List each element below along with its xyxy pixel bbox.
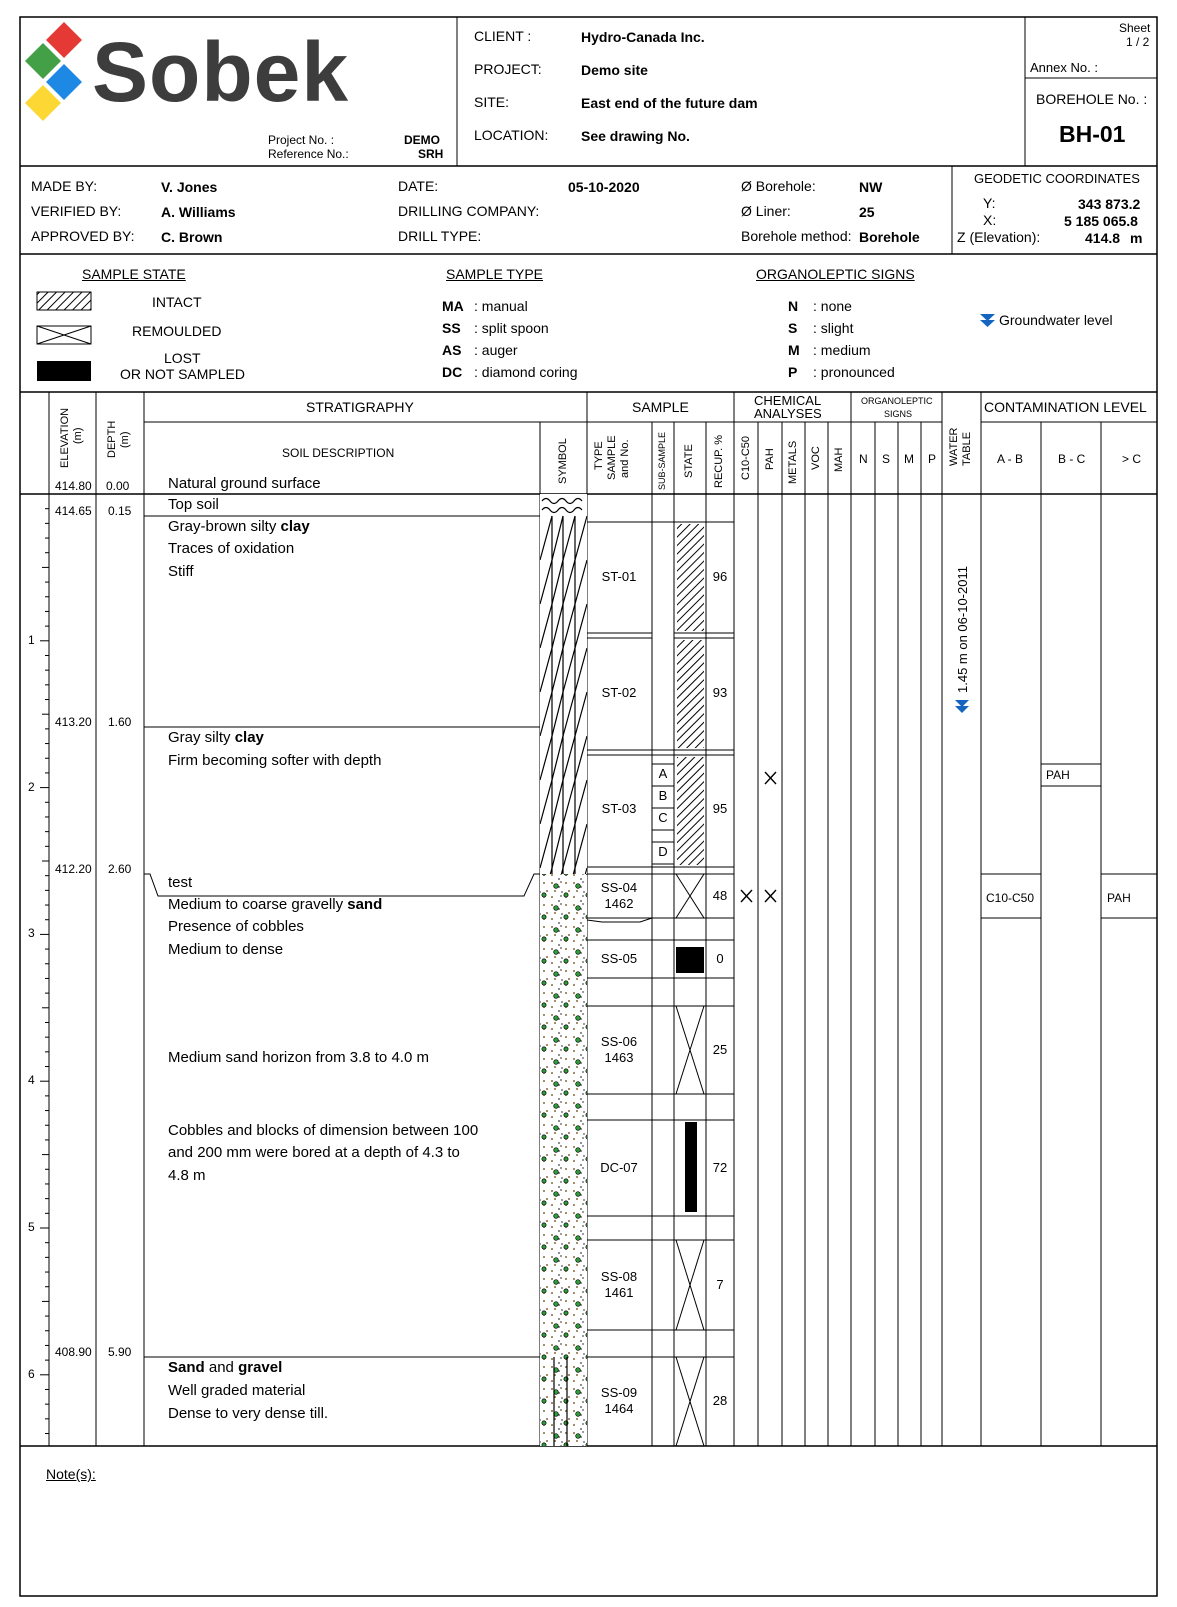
desc-text: and	[204, 1359, 239, 1376]
lost-swatch	[37, 361, 91, 381]
soil-description-header: SOIL DESCRIPTION	[282, 446, 395, 460]
sub-sample-label: B	[658, 788, 668, 803]
recup-header: RECUP. %	[713, 435, 725, 488]
reference-no-value: SRH	[418, 147, 444, 161]
coord-y-label: Y:	[983, 195, 996, 211]
contamination-header: CONTAMINATION LEVEL	[984, 399, 1147, 415]
sample-type-code: AS	[442, 342, 462, 358]
coord-x-value: 5 185 065.8	[1064, 213, 1138, 229]
notes-label: Note(s):	[46, 1466, 96, 1482]
depth-tick-label: 6	[28, 1366, 35, 1381]
state-lost	[676, 947, 704, 973]
desc-text: Gray silty	[168, 729, 235, 746]
state-intact	[677, 524, 704, 631]
groundwater-label: Groundwater level	[999, 312, 1113, 328]
sub-sample-label: D	[658, 844, 668, 859]
depth-tick-label: 2	[28, 779, 35, 794]
sign-m-header: M	[904, 452, 914, 466]
top-elevation: 414.80	[55, 479, 92, 493]
layer-depth: 2.60	[108, 862, 132, 876]
state-remoulded	[676, 874, 704, 918]
desc-layer1-title	[168, 518, 310, 535]
company-logo-text: Sobek	[92, 25, 350, 119]
voc-header: VOC	[810, 446, 822, 470]
project-value: Demo site	[581, 62, 648, 78]
sample-recup: 48	[712, 888, 728, 903]
method-value: Borehole	[859, 229, 920, 245]
layer-elevation: 414.65	[55, 504, 92, 518]
desc-text: Gray-brown silty	[168, 518, 281, 535]
stratigraphy-header: STRATIGRAPHY	[306, 399, 414, 415]
desc-layer2-title	[168, 729, 264, 746]
sign-desc: : slight	[813, 320, 854, 336]
chemical-header-2: ANALYSES	[754, 406, 822, 421]
verified-by-value: A. Williams	[161, 204, 236, 220]
sample-id: SS-08	[600, 1269, 638, 1284]
desc-line: Well graded material	[168, 1382, 306, 1399]
state-remoulded	[676, 1006, 704, 1094]
method-label: Borehole method:	[741, 228, 852, 244]
sample-id: SS-06	[600, 1034, 638, 1049]
lost-label: LOST	[164, 350, 201, 366]
type-header-2: SAMPLE	[606, 435, 618, 480]
water-level-icon	[955, 700, 969, 713]
sheet-value: 1 / 2	[1126, 35, 1150, 49]
desc-line: Dense to very dense till.	[168, 1405, 329, 1422]
desc-line: Presence of cobbles	[168, 918, 304, 935]
made-by-value: V. Jones	[161, 179, 218, 195]
organoleptic-header-1: ORGANOLEPTIC	[861, 396, 933, 406]
sample-id: SS-09	[600, 1385, 638, 1400]
site-value: East end of the future dam	[581, 95, 758, 111]
desc-line: 4.8 m	[168, 1167, 206, 1184]
sample-id: ST-02	[601, 685, 637, 700]
desc-line: Traces of oxidation	[168, 540, 295, 557]
state-remoulded	[676, 1240, 704, 1330]
sample-id: SS-05	[600, 951, 638, 966]
sample-lab-no: 1463	[604, 1050, 634, 1065]
sample-id: ST-03	[601, 801, 637, 816]
top-depth: 0.00	[106, 479, 130, 493]
contamination-ab-header: A - B	[997, 452, 1024, 466]
desc-bold: gravel	[238, 1359, 283, 1376]
desc-line: and 200 mm were bored at a depth of 4.3 to	[168, 1144, 460, 1161]
sign-code: M	[788, 342, 800, 358]
state-header: STATE	[683, 444, 695, 478]
sample-id: SS-04	[600, 880, 638, 895]
drill-type-label: DRILL TYPE:	[398, 228, 482, 244]
remoulded-swatch	[37, 326, 91, 344]
desc-line: Firm becoming softer with depth	[168, 752, 382, 769]
sample-type-desc: : auger	[474, 342, 518, 358]
sample-state-title: SAMPLE STATE	[82, 266, 186, 282]
not-sampled-label: OR NOT SAMPLED	[120, 366, 245, 382]
coord-z-label: Z (Elevation):	[957, 229, 1041, 245]
desc-layer4-title	[168, 1359, 282, 1376]
water-header-2: TABLE	[961, 431, 973, 466]
project-label: PROJECT:	[474, 61, 542, 77]
sand-symbol	[540, 874, 587, 1357]
clay-symbol	[540, 516, 587, 912]
date-label: DATE:	[398, 178, 439, 194]
layer-elevation: 412.20	[55, 862, 92, 876]
mah-header: MAH	[833, 447, 845, 472]
approved-by-label: APPROVED BY:	[31, 228, 135, 244]
sample-recup: 93	[712, 685, 728, 700]
made-by-label: MADE BY:	[31, 178, 98, 194]
sample-id: ST-01	[601, 569, 637, 584]
sheet-label: Sheet	[1119, 21, 1151, 35]
depth-unit: (m)	[119, 431, 131, 448]
c10c50-header: C10-C50	[740, 435, 752, 480]
depth-tick-label: 3	[28, 926, 35, 941]
intact-label: INTACT	[152, 294, 202, 310]
verified-by-label: VERIFIED BY:	[31, 203, 122, 219]
state-intact	[677, 757, 704, 865]
borehole-diameter-value: NW	[859, 179, 883, 195]
sample-id: DC-07	[600, 1160, 638, 1175]
layer-elevation: 408.90	[55, 1345, 92, 1359]
layer-depth: 0.15	[108, 504, 132, 518]
state-intact	[677, 640, 704, 748]
layer-elevation: 413.20	[55, 715, 92, 729]
desc-line: Medium sand horizon from 3.8 to 4.0 m	[168, 1049, 429, 1066]
liner-label: Ø Liner:	[741, 203, 791, 219]
ground-surface-text: Natural ground surface	[168, 475, 321, 492]
sample-type-code: DC	[442, 364, 463, 380]
logo-icon	[25, 22, 82, 121]
sample-recup: 25	[712, 1042, 728, 1057]
desc-top-soil: Top soil	[168, 496, 219, 513]
annex-label: Annex No. :	[1030, 60, 1098, 75]
location-label: LOCATION:	[474, 127, 549, 143]
project-no-label: Project No. :	[268, 133, 335, 147]
metals-header: METALS	[787, 440, 799, 484]
sample-lab-no: 1461	[604, 1285, 634, 1300]
location-value: See drawing No.	[581, 128, 690, 144]
date-value: 05-10-2020	[568, 179, 640, 195]
intact-swatch	[37, 292, 91, 310]
depth-header: DEPTH	[106, 420, 118, 458]
reference-no-label: Reference No.:	[268, 147, 349, 161]
desc-bold: clay	[280, 518, 310, 535]
sample-recup: 0	[716, 951, 724, 966]
contamination-bc-header: B - C	[1058, 452, 1086, 466]
sign-desc: : none	[813, 298, 852, 314]
sample-recup: 95	[712, 801, 728, 816]
desc-test: test	[168, 874, 193, 891]
borehole-no-label: BOREHOLE No. :	[1036, 91, 1148, 107]
sample-recup: 72	[712, 1160, 728, 1175]
coord-z-value: 414.8	[1085, 230, 1121, 246]
sample-lab-no: 1462	[604, 896, 634, 911]
layer-depth: 1.60	[108, 715, 132, 729]
type-header-1: TYPE	[593, 441, 605, 470]
sign-desc: : medium	[813, 342, 871, 358]
sign-desc: : pronounced	[813, 364, 895, 380]
symbol-header: SYMBOL	[557, 438, 569, 484]
state-lost	[685, 1122, 697, 1212]
remoulded-label: REMOULDED	[132, 323, 222, 339]
type-header-3: and No.	[619, 439, 631, 478]
sub-sample-label: C	[658, 810, 668, 825]
borehole-id: BH-01	[1059, 121, 1126, 147]
sample-type-desc: : split spoon	[474, 320, 549, 336]
geodetic-title: GEODETIC COORDINATES	[974, 171, 1140, 186]
layer-depth: 5.90	[108, 1345, 132, 1359]
sample-type-desc: : diamond coring	[474, 364, 578, 380]
chemical-header-1: CHEMICAL	[754, 393, 822, 408]
desc-layer3-title	[168, 896, 382, 913]
till-symbol	[540, 1357, 587, 1446]
sign-n-header: N	[859, 452, 868, 466]
sample-recup: 7	[716, 1277, 724, 1292]
sample-lab-no: 1464	[604, 1401, 634, 1416]
elevation-unit: (m)	[72, 427, 84, 444]
desc-text: Medium to coarse gravelly	[168, 896, 348, 913]
borehole-diameter-label: Ø Borehole:	[741, 178, 816, 194]
desc-bold: Sand	[168, 1359, 205, 1376]
coord-z-unit: m	[1130, 230, 1143, 246]
sample-type-desc: : manual	[474, 298, 528, 314]
water-header-1: WATER	[948, 427, 960, 466]
contamination-c10-ab: C10-C50	[986, 891, 1035, 905]
pah-header: PAH	[764, 448, 776, 470]
desc-line: Cobbles and blocks of dimension between 100	[168, 1122, 479, 1139]
organoleptic-header-2: SIGNS	[884, 409, 913, 419]
depth-tick-label: 5	[28, 1220, 35, 1234]
sample-type-title: SAMPLE TYPE	[446, 266, 544, 282]
desc-line: Medium to dense	[168, 941, 284, 958]
sign-code: N	[788, 298, 799, 314]
coord-y-value: 343 873.2	[1078, 196, 1141, 212]
client-value: Hydro-Canada Inc.	[581, 29, 705, 45]
contamination-gtc-header: > C	[1122, 452, 1142, 466]
depth-tick-label: 4	[28, 1073, 35, 1088]
desc-bold: clay	[234, 729, 264, 746]
coord-x-label: X:	[983, 212, 997, 228]
contamination-pah-bc: PAH	[1046, 768, 1070, 782]
sample-recup: 28	[712, 1393, 728, 1408]
sample-type-code: SS	[442, 320, 461, 336]
sign-code: P	[788, 364, 798, 380]
groundwater-icon	[980, 314, 995, 327]
sign-s-header: S	[882, 452, 891, 466]
liner-value: 25	[859, 204, 875, 220]
water-level-note: 1.45 m on 06-10-2011	[955, 566, 970, 693]
sub-sample-header: SUB-SAMPLE	[657, 431, 667, 490]
sign-code: S	[788, 320, 798, 336]
organoleptic-title: ORGANOLEPTIC SIGNS	[756, 266, 915, 282]
sample-type-code: MA	[442, 298, 464, 314]
approved-by-value: C. Brown	[161, 229, 223, 245]
elevation-header: ELEVATION	[59, 407, 71, 468]
sample-recup: 96	[712, 569, 728, 584]
sample-header: SAMPLE	[632, 399, 689, 415]
site-label: SITE:	[474, 94, 510, 110]
client-label: CLIENT :	[474, 28, 532, 44]
state-remoulded	[676, 1357, 704, 1446]
depth-tick-label: 1	[28, 632, 35, 647]
sub-sample-label: A	[658, 766, 668, 781]
contamination-pah-gtc: PAH	[1107, 891, 1131, 905]
desc-bold: sand	[347, 896, 383, 913]
sign-p-header: P	[928, 452, 937, 466]
drilling-company-label: DRILLING COMPANY:	[398, 203, 540, 219]
project-no-value: DEMO	[404, 133, 440, 147]
desc-line: Stiff	[168, 563, 194, 580]
